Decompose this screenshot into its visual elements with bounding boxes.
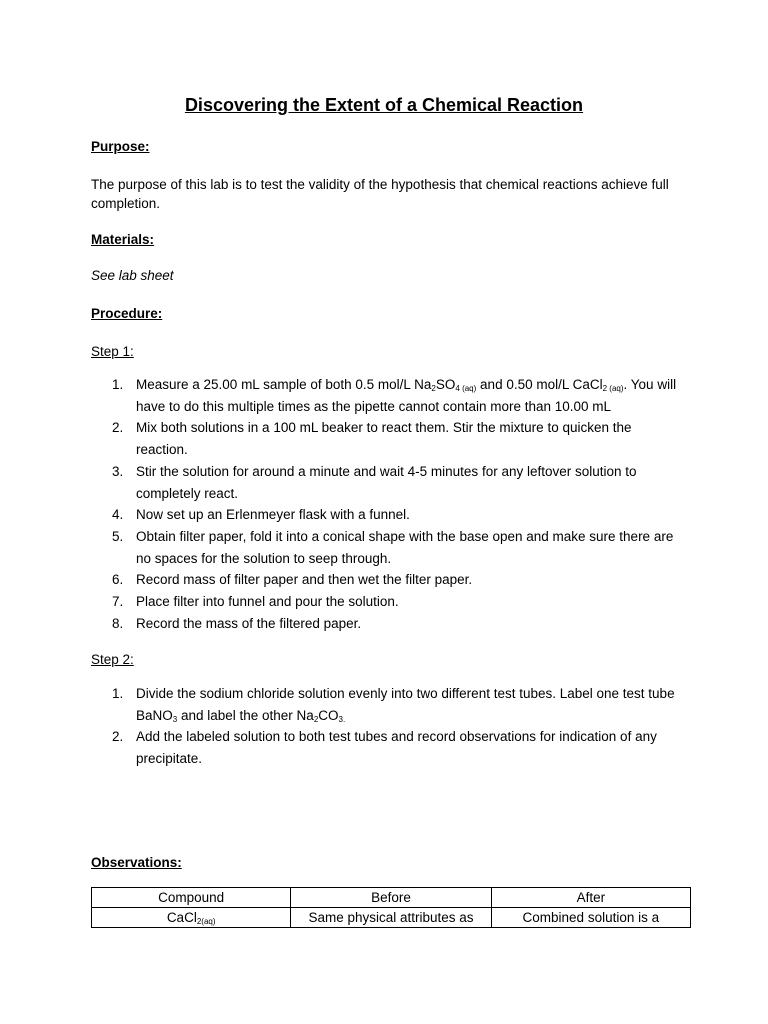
table-row xyxy=(92,908,691,928)
purpose-text: The purpose of this lab is to test the validity of the hypothesis that chemical reactions achieve full completion. xyxy=(91,177,669,211)
subscript: 2 (aq) xyxy=(602,384,624,393)
item-text: Measure a 25.00 mL sample of both 0.5 mol/L Na xyxy=(136,377,432,392)
step2-heading: Step 2: xyxy=(91,652,134,667)
item-text: Divide the sodium chloride solution evenly into two different test tubes. Label one test tube BaNO xyxy=(136,686,675,723)
list-item xyxy=(91,726,681,769)
subscript: 3 xyxy=(172,714,178,724)
subscript: 3. xyxy=(338,714,346,724)
list-item xyxy=(91,591,681,613)
procedure-heading: Procedure: xyxy=(91,306,163,321)
subscript: 2 xyxy=(431,384,436,393)
purpose-heading: Purpose: xyxy=(91,139,150,154)
step2-list xyxy=(91,683,681,770)
document-title: Discovering the Extent of a Chemical Reaction xyxy=(184,95,584,115)
table-header-row xyxy=(92,888,691,908)
item-text: Record the mass of the filtered paper. xyxy=(136,615,362,631)
list-number: 8. xyxy=(112,615,124,631)
list-number: 1. xyxy=(112,377,124,392)
list-number: 4. xyxy=(112,507,124,523)
item-text: Record mass of filter paper and then wet the filter paper. xyxy=(136,572,473,588)
observations-heading: Observations: xyxy=(91,855,182,870)
table-cell: Combined solution is a xyxy=(491,908,690,928)
item-text: SO xyxy=(435,377,456,392)
step1-heading: Step 1: xyxy=(91,344,134,359)
list-number: 3. xyxy=(112,463,124,479)
column-header: Before xyxy=(291,888,491,908)
table-cell xyxy=(92,908,291,928)
subscript: 2(aq) xyxy=(196,917,216,926)
observations-table xyxy=(91,887,691,928)
item-text: Add the labeled solution to both test tubes and record observations for indication of any precipitate. xyxy=(136,729,657,767)
list-item xyxy=(91,461,681,504)
item-text: Stir the solution for around a minute and wait 4-5 minutes for any leftover solution to completely react. xyxy=(136,463,637,501)
column-header: After xyxy=(491,888,690,908)
materials-text: See lab sheet xyxy=(91,268,174,283)
list-item xyxy=(91,526,681,569)
step1-list xyxy=(91,374,681,634)
item-text: Now set up an Erlenmeyer flask with a funnel. xyxy=(136,507,410,523)
list-item xyxy=(91,417,681,460)
item-text: Mix both solutions in a 100 mL beaker to react them. Stir the mixture to quicken the reaction. xyxy=(136,420,632,458)
item-text: and 0.50 mol/L CaCl xyxy=(476,377,603,392)
list-item xyxy=(91,374,681,417)
cell-text: CaCl xyxy=(166,910,197,925)
subscript: 4 (aq) xyxy=(455,384,477,393)
item-text: CO xyxy=(318,707,339,723)
list-number: 2. xyxy=(112,729,124,745)
item-text: Place filter into funnel and pour the solution. xyxy=(136,594,399,610)
list-number: 1. xyxy=(112,686,124,701)
list-item xyxy=(91,569,681,591)
list-item xyxy=(91,613,681,635)
list-item xyxy=(91,504,681,526)
item-text: and label the other Na xyxy=(177,707,314,723)
list-number: 6. xyxy=(112,572,124,588)
list-number: 5. xyxy=(112,528,124,544)
materials-heading: Materials: xyxy=(91,232,155,247)
table-cell: Same physical attributes as xyxy=(291,908,491,928)
list-number: 2. xyxy=(112,420,124,436)
list-item xyxy=(91,683,681,726)
item-text: . You will have to do this multiple times as the pipette cannot contain more than 10.00 mL xyxy=(136,377,677,414)
column-header: Compound xyxy=(92,888,291,908)
item-text: Obtain filter paper, fold it into a conical shape with the base open and make sure there are no spaces for the solution to seep through. xyxy=(136,528,674,566)
list-number: 7. xyxy=(112,594,124,610)
subscript: 2 xyxy=(313,714,319,724)
